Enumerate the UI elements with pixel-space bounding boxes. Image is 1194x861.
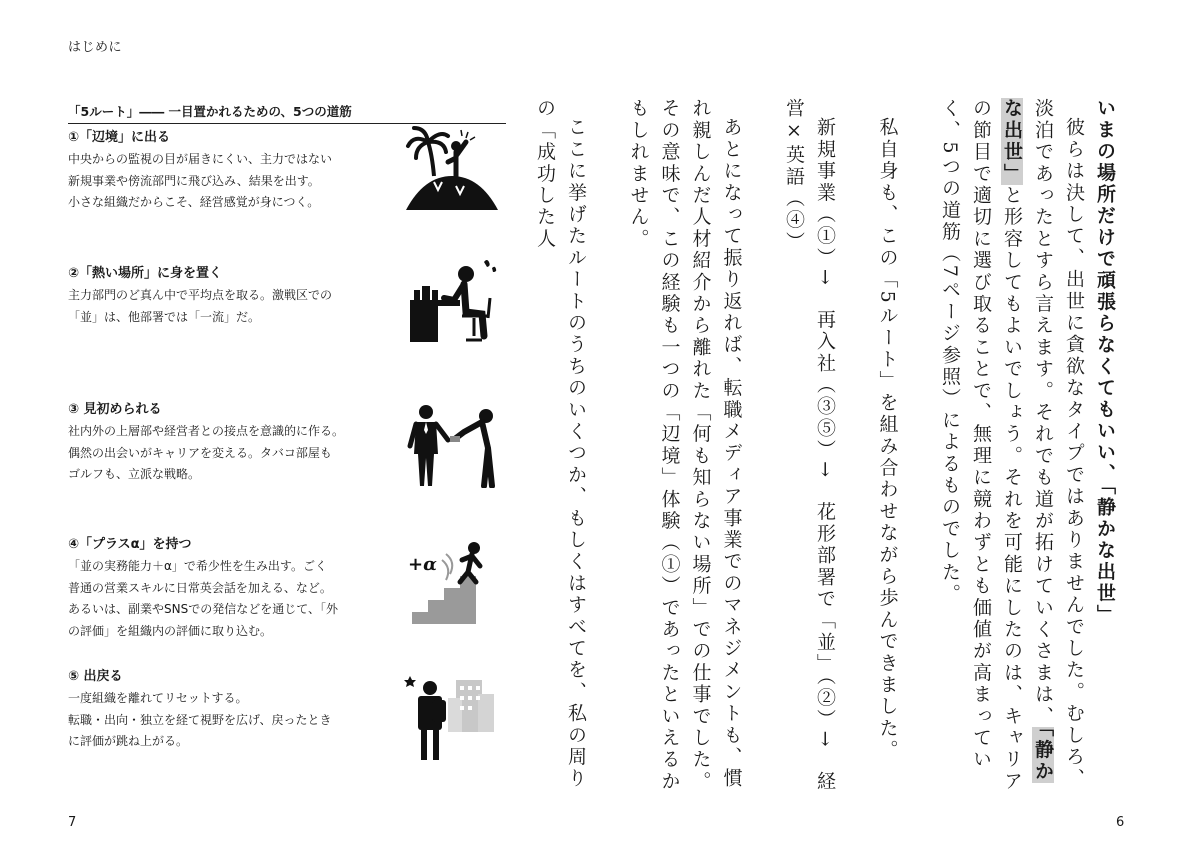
page-number-left: 7: [68, 815, 77, 830]
paragraph: 新規事業（①）→ 再入社（③⑤）→ 花形部署で「並」（②）→ 経営×英語（④）: [783, 98, 836, 793]
vertical-text-body: [534, 98, 1120, 798]
route-line: 一度組織を離れてリセットする。: [68, 691, 248, 705]
bowing-handshake-icon: [404, 402, 500, 488]
route-line: あるいは、副業やSNSでの発信などを通じて、「外: [68, 602, 338, 616]
paragraph: [934, 98, 1089, 798]
route-title: ③ 見初められる: [68, 402, 162, 417]
route-line: 主力部門のど真ん中で平均点を取る。激戦区での: [68, 288, 333, 302]
route-title: ⑤ 出戻る: [68, 669, 123, 684]
route-item-2: [68, 262, 398, 328]
heading-highlight: 「静かな出世」: [1094, 485, 1116, 626]
route-line: 偶然の出会いがキャリアを変える。タバコ部屋も: [68, 445, 332, 460]
paragraph: ここに挙げたルートのうちのいくつか、もしくはすべてを、私の周りの「成功した人: [534, 98, 587, 790]
route-line: 「並の実務能力＋α」で希少性を生み出す。ごく: [68, 559, 327, 573]
route-line: の評価」を組織内の評価に取り込む。: [68, 623, 273, 638]
route-title: ④「プラスα」を持つ: [68, 537, 192, 552]
stairs-climber-icon: [404, 540, 500, 626]
desk-worker-icon: [404, 256, 500, 346]
route-item-3: [68, 398, 398, 486]
plus-alpha-label: +α: [408, 554, 437, 575]
paragraph-text: 彼らは決して、出世に貪欲なタイプではありませんでした。むしろ、淡泊であったとすら言えます。それでも道が拓けていくさまは、: [1032, 98, 1085, 790]
route-line: 普通の営業スキルに日常英会話を加える、など。: [68, 580, 332, 595]
paragraph-text: と形容してもよいでしょう。それを可能にしたのは、キャリアの節目で適切に選び取ることで、無理に競わずとも価値が高まっていく、5つの道筋（7ページ参照）によるものでした。: [939, 98, 1023, 793]
route-line: に評価が跳ね上がる。: [68, 734, 189, 748]
route-line: 小さな組織だからこそ、経営感覚が身につく。: [68, 195, 320, 209]
running-head: はじめに: [68, 40, 123, 55]
backpacker-city-icon: [404, 672, 500, 764]
section-title: 「5ルート」―― 一目置かれるための、5つの道筋: [68, 102, 506, 124]
heading-text: いまの場所だけで頑張らなくてもいい、: [1094, 98, 1116, 485]
highlighted-phrase: 「静かな出世」: [1001, 98, 1054, 783]
route-line: 社内外の上層部や経営者との接点を意識的に作る。: [68, 424, 345, 438]
route-line: 中央からの監視の目が届きにくい、主力ではない: [68, 152, 333, 166]
route-title: ②「熱い場所」に身を置く: [68, 266, 223, 281]
palm-island-icon: [404, 124, 500, 212]
paragraph: 私自身も、この「5ルート」を組み合わせながら歩んできました。: [876, 117, 899, 762]
route-title: ①「辺境」に出る: [68, 130, 171, 145]
route-item-4: [68, 533, 398, 642]
page-number-right: 6: [1116, 815, 1125, 830]
paragraph: あとになって振り返れば、転職メディア事業でのマネジメントも、慣れ親しんだ人材紹介から離れた「何も知らない場所」での仕事でした。その意味で、この経験も一つの「辺境」体験（①）であったといえるかもしれません。: [627, 98, 743, 793]
chapter-heading: [1089, 98, 1120, 798]
route-item-5: [68, 665, 398, 753]
route-line: ゴルフも、立派な戦略。: [68, 467, 201, 481]
route-line: 新規事業や傍流部門に飛び込み、結果を出す。: [68, 173, 320, 188]
route-item-1: [68, 126, 398, 214]
route-line: 転職・出向・独立を経て視野を広げ、戻ったとき: [68, 712, 332, 727]
route-line: 「並」は、他部署では「一流」だ。: [68, 309, 261, 324]
